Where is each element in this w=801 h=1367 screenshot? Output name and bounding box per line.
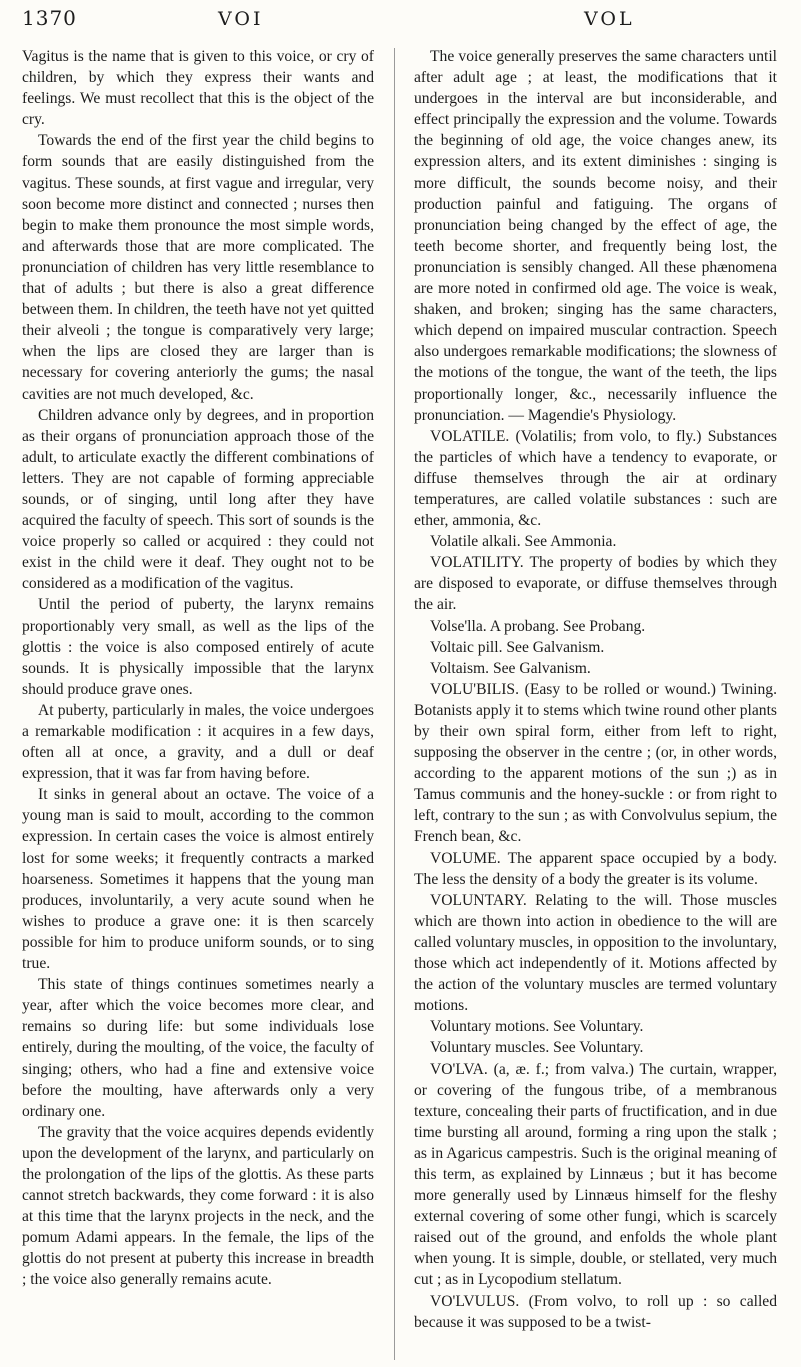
entry-volsella: Volse'lla. A probang. See Probang. <box>430 617 646 635</box>
entry-volvulus: VO'LVULUS. (From volvo, to roll up : so called because it was supposed to be a twist- <box>414 1292 777 1331</box>
page-header <box>0 0 801 46</box>
paragraph-adult-voice: The voice generally preserves the same characters until after adult age ; at least, the modifications that it undergoes in the interval are but inconsiderable, and effect principally the expression and the volume. Towards the beginning of old age, the voice changes anew, its expression alters, and its extent diminishes : singing is more difficult, the sounds become noisy, and their production painful and fatiguing. The organs of pronunciation being changed by the effect of age, the teeth become shorter, and frequently being lost, the pronunciation is sensibly changed. All these phænomena are more noted in confirmed old age. The voice is weak, shaken, and broken; singing has the same characters, which depend on impaired muscular contraction. Speech also undergoes remarkable modifications; the slowness of the motions of the tongue, the want of the teeth, the lips proportionally longer, &c., necessarily influence the pronunciation. — Magendie's Physiology. <box>414 48 777 424</box>
right-column <box>414 46 777 1333</box>
entry-volatile-alkali: Volatile alkali. See Ammonia. <box>430 533 617 551</box>
paragraph-at-puberty: At puberty, particularly in males, the voice undergoes a remarkable modification : it acquires in a few days, often all at once, a gravity, and a dull or deaf expression, that it was far from having before. <box>22 701 374 783</box>
entry-voluntary-motions: Voluntary motions. See Voluntary. <box>430 1018 644 1036</box>
running-head-right: VOL <box>584 8 635 30</box>
paragraph-gravity: The gravity that the voice acquires depends evidently upon the development of the larynx, and particularly on the prolongation of the lips of the glottis. As these parts cannot stretch backwards, they come forward : it is also at this time that the larynx projects in the neck, and the pomum Adami appears. In the female, the lips of the glottis do not present at puberty this increase in breadth ; the voice also generally remains acute. <box>22 1123 374 1289</box>
running-head-left: VOI <box>218 8 264 30</box>
paragraph-children-advance: Children advance only by degrees, and in proportion as their organs of pronunciation approach those of the adult, to articulate exactly the different combinations of letters. They are not capable of forming appreciable sounds, or of singing, until long after they have acquired the faculty of speech. This sort of sounds is the voice properly so called or acquired : they could not exist in the child were it deaf. They ought not to be considered as a modification of the vagitus. <box>22 406 374 593</box>
column-divider <box>394 48 395 1360</box>
entry-voluntary: VOLUNTARY. Relating to the will. Those muscles which are thown into action in obedience to the will are called voluntary muscles, in opposition to the involuntary, those which act independently of it. Motions affected by the action of the voluntary muscles are termed voluntary motions. <box>414 891 777 1015</box>
paragraph-state-of-things: This state of things continues sometimes nearly a year, after which the voice becomes more clear, and remains so during life: but some individuals lose entirely, during the moulting, of the voice, the faculty of singing; others, who had a fine and extensive voice before the moulting, have afterwards only a very ordinary one. <box>22 976 374 1120</box>
entry-volatile: VOLATILE. (Volatilis; from volo, to fly.) Substances the particles of which have a tendency to evaporate, or diffuse themselves through the air at ordinary temperatures, are called volatile substances : such are ether, ammonia, &c. <box>414 427 777 530</box>
entry-voltaic-pill: Voltaic pill. See Galvanism. <box>430 638 605 656</box>
page-number: 1370 <box>22 6 77 30</box>
paragraph-puberty-period: Until the period of puberty, the larynx remains proportionably very small, as well as the lips of the glottis : the voice is also composed entirely of acute sounds. It is physically impossible that the larynx should produce grave ones. <box>22 596 374 698</box>
paragraph-vagitus: Vagitus is the name that is given to this voice, or cry of children, by which they express their wants and feelings. We must recollect that this is the object of the cry. <box>22 48 374 129</box>
entry-voluntary-muscles: Voluntary muscles. See Voluntary. <box>430 1039 644 1057</box>
entry-voltaism: Voltaism. See Galvanism. <box>430 659 591 677</box>
paragraph-first-year: Towards the end of the first year the child begins to form sounds that are easily distinguished from the vagitus. These sounds, at first vague and irregular, very soon become more distinct and connected ; nurses then begin to make them pronounce the most simple words, and afterwards those that are more complicated. The pronunciation of children has very little resemblance to that of adults ; but there is also a great difference between them. In children, the teeth have not yet quitted their alveoli ; the tongue is comparatively very large; when the lips are closed they are larger than is necessary for covering anteriorly the gums; the nasal cavities are not much developed, &c. <box>22 132 374 403</box>
paragraph-octave: It sinks in general about an octave. The voice of a young man is said to moult, according to the common expression. In certain cases the voice is almost entirely lost for some weeks; it frequently contracts a marked hoarseness. Sometimes it happens that the young man produces, involuntarily, a very acute sound when he wishes to produce a grave one: it is then scarcely possible for him to produce uniform sounds, or to sing true. <box>22 786 374 973</box>
entry-volatility: VOLATILITY. The property of bodies by which they are disposed to evaporate, or diffuse themselves through the air. <box>414 554 777 614</box>
left-column <box>22 46 374 1291</box>
entry-volume: VOLUME. The apparent space occupied by a body. The less the density of a body the greater is its volume. <box>414 849 777 888</box>
entry-volubilis: VOLU'BILIS. (Easy to be rolled or wound.) Twining. Botanists apply it to stems which twine round other plants by their own spiral form, either from left to right, supposing the observer in the centre ; (or, in other words, according to the apparent motions of the sun ;) as in Tamus communis and the honey-suckle : or from right to left, contrary to the sun ; as with Convolvulus sepium, the French bean, &c. <box>414 680 777 846</box>
entry-volva: VO'LVA. (a, æ. f.; from valva.) The curtain, wrapper, or covering of the fungous tribe, of a membranous texture, concealing their parts of fructification, and in due time bursting all around, forming a ring upon the stalk ; as in Agaricus campestris. Such is the original meaning of this term, as explained by Linnæus ; but it has become more generally used by Linnæus himself for the fleshy external covering of some other fungi, which is scarcely raised out of the ground, and enfolds the whole plant when young. It is simple, double, or stellated, very much cut ; as in Lycopodium stellatum. <box>414 1060 777 1289</box>
